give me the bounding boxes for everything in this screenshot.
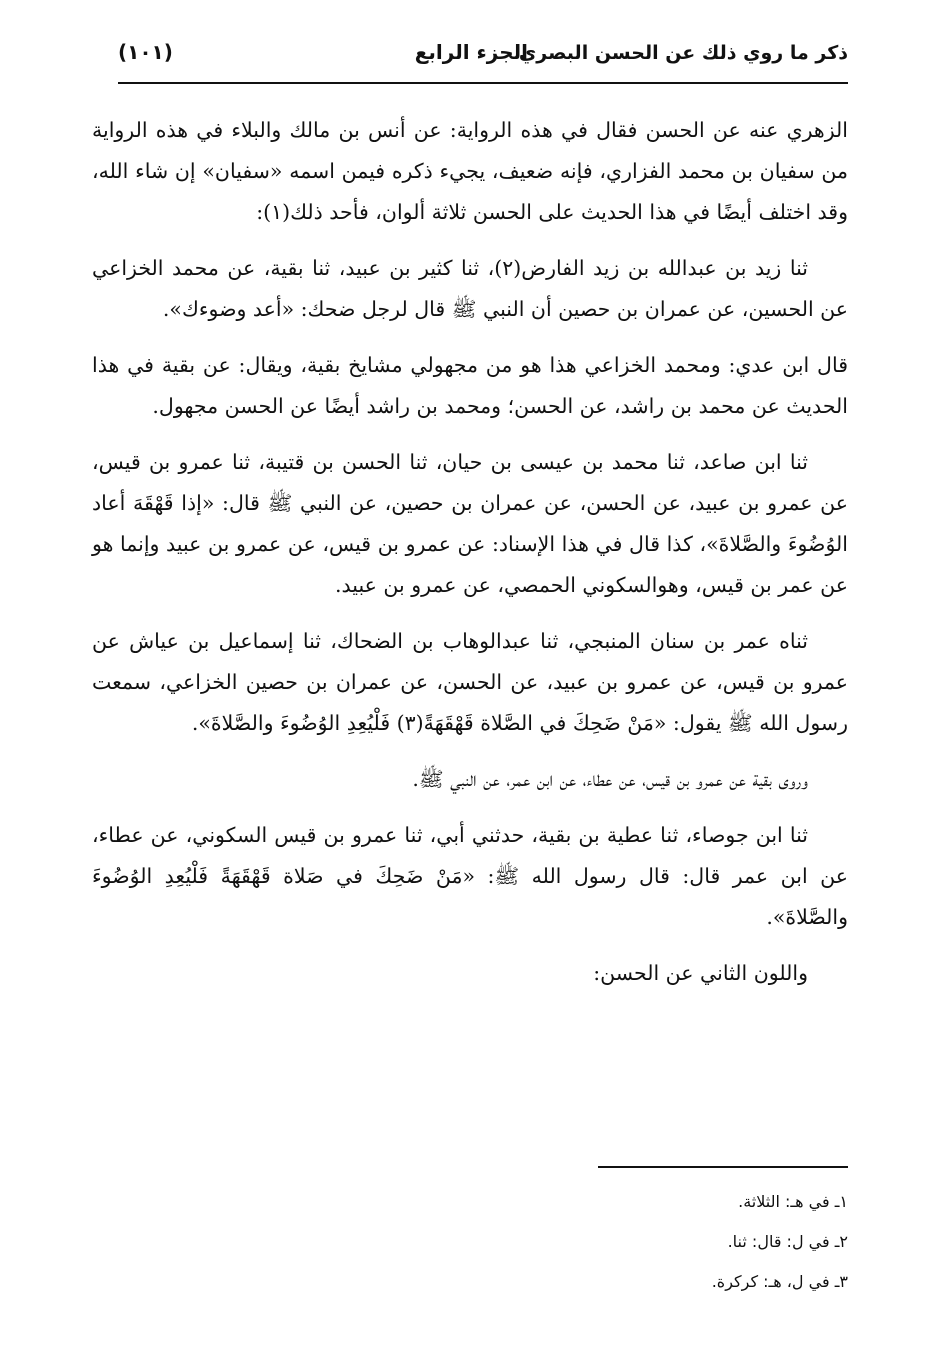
- main-text: [92, 110, 848, 1009]
- paragraph: واللون الثاني عن الحسن:: [593, 961, 808, 985]
- header-rule: [118, 82, 848, 84]
- paragraph: قال ابن عدي: ومحمد الخزاعي هذا هو من مجهولي مشايخ بقية، ويقال: عن بقية في هذا الحديث عن محمد بن راشد، عن الحسن؛ ومحمد بن راشد أيضًا عن الحسن مجهول.: [92, 353, 848, 418]
- section-title: ذكر ما روي ذلك عن الحسن البصري: [518, 42, 848, 64]
- part-title: الجزء الرابع: [414, 40, 528, 64]
- footnote: ١ـ في هـ: الثلاثة.: [738, 1192, 848, 1211]
- footnotes: [500, 1182, 848, 1302]
- paragraph: وروى بقية عن عمرو بن قيس، عن عطاء، عن ابن عمر، عن النبي ﷺ.: [412, 767, 808, 791]
- paragraph: ثنا ابن جوصاء، ثنا عطية بن بقية، حدثني أبي، ثنا عمرو بن قيس السكوني، عن عطاء، عن ابن عمر قال: قال رسول الله ﷺ: «مَنْ ضَحِكَ في صَلاة قَهْقَهَةً فَلْيُعِدِ الوُضُوءَ والصَّلاةَ».: [92, 823, 848, 929]
- footnote: ٢ـ في ل: قال: ثنا.: [727, 1232, 848, 1251]
- paragraph: الزهري عنه عن الحسن فقال في هذه الرواية: عن أنس بن مالك والبلاء في هذه الرواية من سفيان بن محمد الفزاري، فإنه ضعيف، يجيء ذكره فيمن اسمه «سفيان» إن شاء الله، وقد اختلف أيضًا في هذا الحديث على الحسن ثلاثة ألوان، فأحد ذلك(١):: [92, 118, 848, 224]
- paragraph: ثنا زيد بن عبدالله بن زيد الفارض(٢)، ثنا كثير بن عبيد، ثنا بقية، عن محمد الخزاعي عن الحسين، عن عمران بن حصين أن النبي ﷺ قال لرجل ضحك: «أعد وضوءك».: [92, 256, 848, 321]
- page-number: (١٠١): [118, 40, 173, 64]
- running-header: [118, 36, 848, 72]
- footnote: ٣ـ في ل، هـ: كركرة.: [711, 1272, 848, 1291]
- footnote-rule: [598, 1166, 848, 1168]
- paragraph: ثنا ابن صاعد، ثنا محمد بن عيسى بن حيان، ثنا الحسن بن قتيبة، ثنا عمرو بن قيس، عن عمرو بن عبيد، عن الحسن، عن عمران بن حصين، عن النبي ﷺ قال: «إذا قَهْقَهَ أعاد الوُضُوءَ والصَّلاةَ»، كذا قال في هذا الإسناد: عن عمرو بن قيس، عن عمرو بن عبيد وإنما هو عن عمر بن قيس، وهوالسكوني الحمصي، عن عمرو بن عبيد.: [92, 450, 848, 597]
- paragraph: ثناه عمر بن سنان المنبجي، ثنا عبدالوهاب بن الضحاك، ثنا إسماعيل بن عياش عن عمرو بن قيس، عن عمرو بن عبيد، عن الحسن، عن عمران بن حصين الخزاعي، سمعت رسول الله ﷺ يقول: «مَنْ ضَحِكَ في الصَّلاة قَهْقَهَةً(٣) فَلْيُعِدِ الوُضُوءَ والصَّلاةَ».: [92, 629, 848, 735]
